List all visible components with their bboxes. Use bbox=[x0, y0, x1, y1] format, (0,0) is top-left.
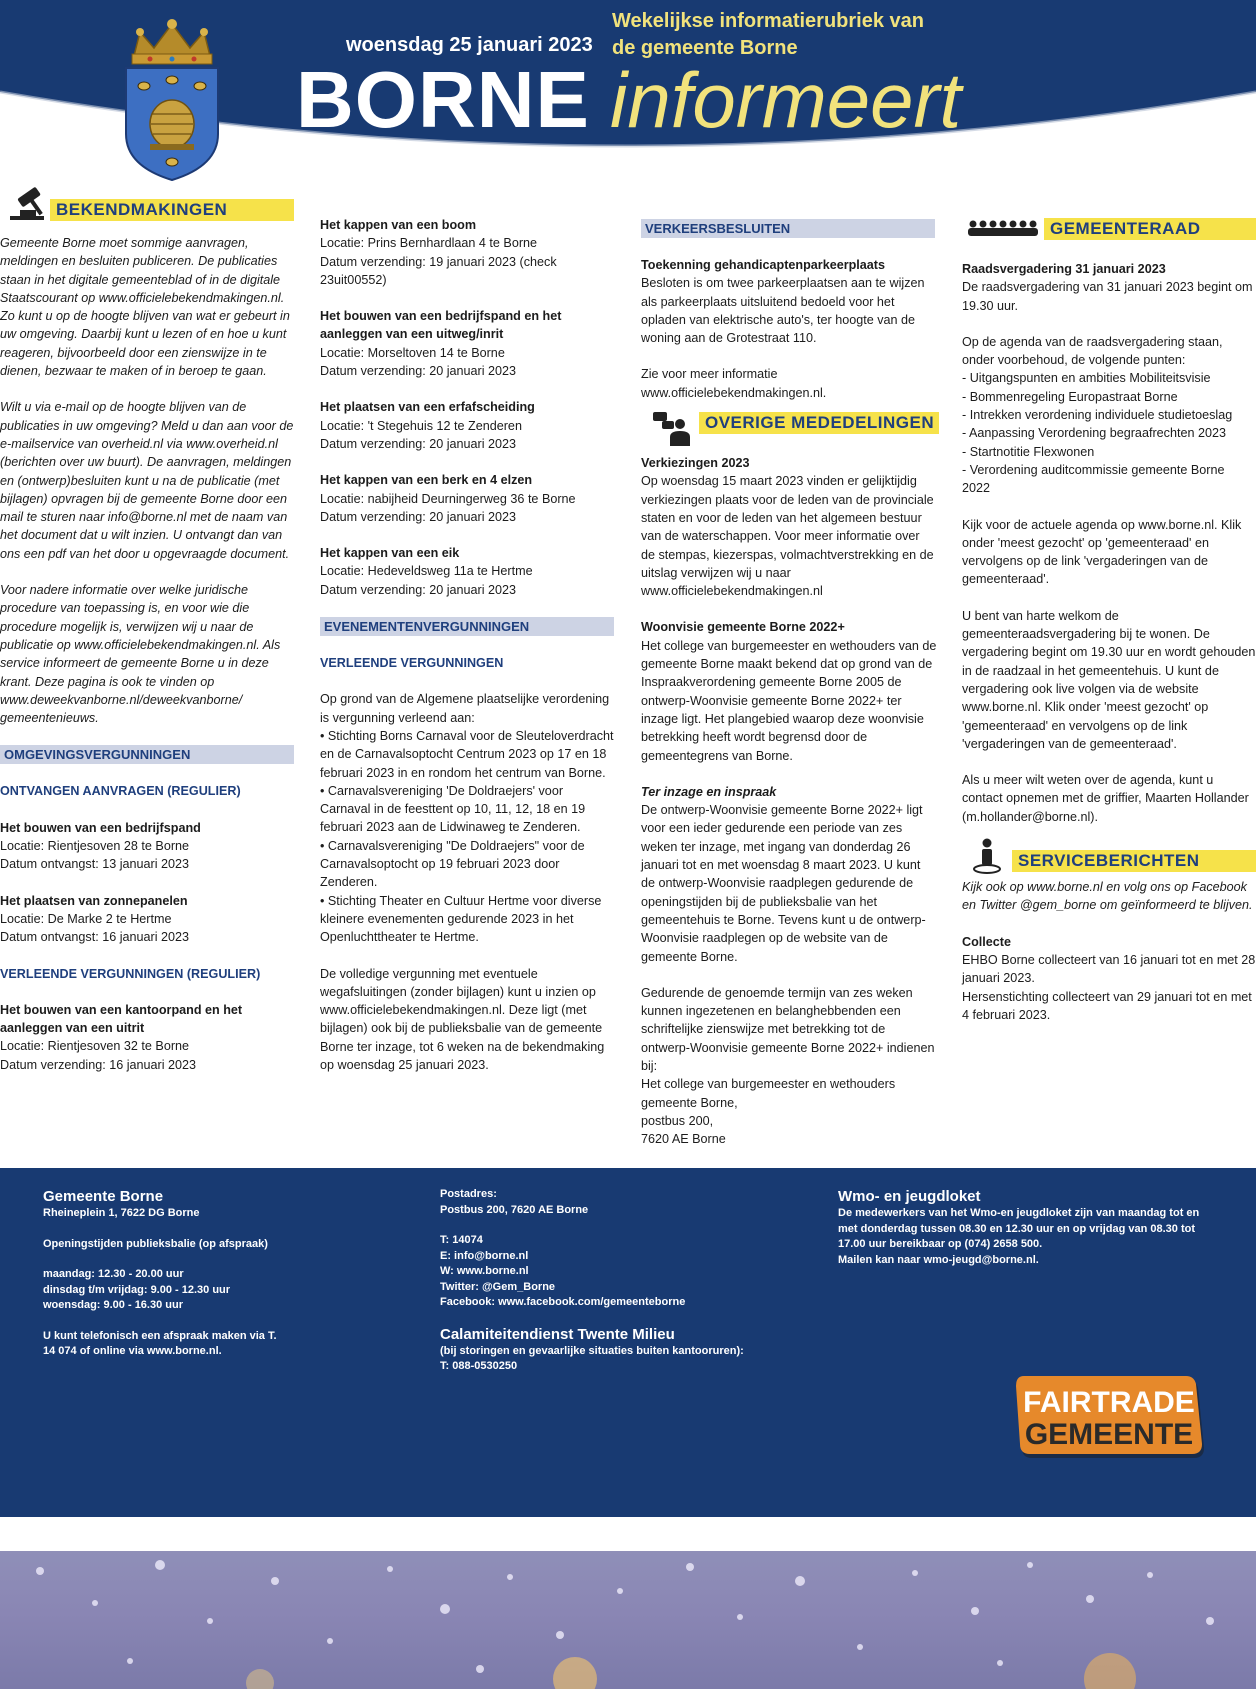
footer-calamity-subtitle: (bij storingen en gevaarlijke situaties buiten kantooruren): bbox=[440, 1344, 744, 1357]
column-1 bbox=[0, 186, 294, 1074]
section-title-bekendmakingen: BEKENDMAKINGEN bbox=[50, 199, 294, 221]
section-title-serviceberichten: SERVICEBERICHTEN bbox=[1012, 850, 1256, 872]
footer-postal-address: Postbus 200, 7620 AE Borne bbox=[440, 1203, 589, 1216]
bekendmakingen-email-info: Wilt u via e-mail op de hoogte blijven van de publicaties in uw omgeving? Meld u dan aan voor de e-mailservice van overheid.nl via www.overheid.nl (berichten over uw buurt). De aanvragen, meldingen en (ontwerp)besluiten kunt u na de publicatie (met bijlagen) opvragen bij de gemeente Borne door een mail te sturen naar info@borne.nl met de naam van het document dat u wilt inzien. U ontvangt dan van ons een pdf van het door u opgevraagde document. bbox=[0, 400, 294, 561]
event-permit-item: • Stichting Borns Carnaval voor de Sleuteloverdracht en de Carnavalsoptocht Centrum 2023 op 17 en 18 februari 2023 in en rondom het centrum van Borne. bbox=[320, 728, 614, 780]
footer-appointment: U kunt telefonisch een afspraak maken via T. 14 074 of online via www.borne.nl. bbox=[43, 1329, 277, 1357]
notice-title: Het kappen van een berk en 4 elzen bbox=[320, 473, 533, 488]
notice-date: Datum verzending: 20 januari 2023 bbox=[320, 436, 517, 451]
notice-date: Datum verzending: 20 januari 2023 bbox=[320, 364, 517, 379]
notice-location: Locatie: De Marke 2 te Hertme bbox=[0, 911, 172, 926]
speaker-person-icon bbox=[653, 410, 691, 451]
notice-date: Datum verzending: 20 januari 2023 bbox=[320, 582, 517, 597]
notice-title: Het kappen van een boom bbox=[320, 218, 477, 232]
council-meeting-body: De raadsvergadering van 31 januari 2023 begint om 19.30 uur. bbox=[962, 280, 1253, 313]
fairtrade-line-1: FAIRTRADE bbox=[1023, 1386, 1195, 1419]
notice-location: Locatie: Rientjesoven 28 te Borne bbox=[0, 839, 190, 854]
subheading-ontvangen-aanvragen: ONTVANGEN AANVRAGEN (REGULIER) bbox=[0, 784, 241, 799]
subheading-verleende-vergunningen: VERLEENDE VERGUNNINGEN bbox=[320, 656, 504, 671]
footer-wmo bbox=[838, 1188, 1218, 1268]
bekendmakingen-intro: Gemeente Borne moet sommige aanvragen, meldingen en besluiten publiceren. De publicaties staan in het digitale gemeenteblad of in de digitale Staatscourant op www.officielebekendmakingen.nl. Zo kunt u op de hoogte blijven van wat er gebeurt in uw omgeving. Daarbij kunt u lezen of en hoe u kunt reageren, bijvoorbeeld door een zienswijze in te dienen, bezwaar te maken of in beroep te gaan. bbox=[0, 236, 290, 379]
announcement-body: Het college van burgemeester en wethouders van de gemeente Borne maakt bekend dat op grond van de Inspraakverordening gemeente Borne 2005 de ontwerp-Woonvisie gemeente Borne 2022+ ter inzage ligt. Het plangebied waarop deze woonvisie betrekking heeft wordt begrensd door de gemeentegrens van Borne. bbox=[641, 638, 937, 763]
agenda-link-info: Kijk voor de actuele agenda op www.borne.nl. Klik onder 'meest gezocht' op 'gemeenteraad' en vervolgens op de link 'vergaderingen van de gemeenteraad'. bbox=[962, 517, 1242, 587]
address-line: 7620 AE Borne bbox=[641, 1132, 726, 1147]
announcement-subtitle: Ter inzage en inspraak bbox=[641, 784, 777, 799]
notice-title: Het kappen van een eik bbox=[320, 546, 460, 561]
notice-date: Datum ontvangst: 16 januari 2023 bbox=[0, 930, 190, 945]
section-title-gemeenteraad: GEMEENTERAAD bbox=[1044, 218, 1256, 240]
council-meeting-title: Raadsvergadering 31 januari 2023 bbox=[962, 262, 1166, 276]
masthead-title-borne: BORNE bbox=[296, 55, 590, 144]
footer-opening-hours: dinsdag t/m vrijdag: 9.00 - 12.30 uur bbox=[43, 1283, 231, 1296]
traffic-decision-title: Toekenning gehandicaptenparkeerplaats bbox=[641, 258, 886, 272]
notice-location: Locatie: nabijheid Deurningerweg 36 te Borne bbox=[320, 491, 576, 506]
footer-phone: T: 14074 bbox=[440, 1234, 483, 1246]
subtitle-line-1: Wekelijkse informatierubriek van bbox=[612, 10, 924, 32]
section-header-overige bbox=[641, 406, 937, 446]
section-title-verkeersbesluiten: VERKEERSBESLUITEN bbox=[641, 219, 935, 238]
agenda-item: - Intrekken verordening individuele studietoeslag bbox=[962, 408, 1233, 423]
notice-location: Locatie: Rientjesoven 32 te Borne bbox=[0, 1039, 190, 1054]
fairtrade-gemeente-badge bbox=[1016, 1374, 1206, 1469]
address-line: gemeente Borne, bbox=[641, 1095, 738, 1110]
agenda-item: - Aanpassing Verordening begraafrechten 2023 bbox=[962, 426, 1226, 441]
column-3 bbox=[641, 219, 937, 1148]
section-title-overige-mededelingen: OVERIGE MEDEDELINGEN bbox=[699, 412, 939, 434]
section-header-gemeenteraad bbox=[960, 212, 1256, 252]
footer-calamity-title: Calamiteitendienst Twente Milieu bbox=[440, 1325, 675, 1343]
footer-postal-title: Postadres: bbox=[440, 1188, 497, 1200]
event-permit-item: • Carnavalsvereniging "De Doldraejers" voor de Carnavalsoptocht op 19 februari 2023 door Zenderen. bbox=[320, 838, 585, 890]
notice-title: Het bouwen van een bedrijfspand bbox=[0, 820, 201, 835]
announcement-title: Woonvisie gemeente Borne 2022+ bbox=[641, 620, 845, 635]
notice-title: Het bouwen van een bedrijfspand en het aanleggen van een uitweg/inrit bbox=[320, 309, 562, 342]
collecte-item: Hersenstichting collecteert van 29 januari tot en met 4 februari 2023. bbox=[962, 989, 1252, 1022]
notice-title: Het plaatsen van zonnepanelen bbox=[0, 893, 188, 908]
masthead bbox=[0, 0, 1256, 175]
footer-calamity-phone: T: 088-0530250 bbox=[440, 1360, 518, 1372]
notice-date: Datum verzending: 20 januari 2023 bbox=[320, 509, 517, 524]
event-permit-item: • Carnavalsvereniging 'De Doldraejers' voor Carnaval in de feesttent op 10, 11, 12, 18 en 19 februari 2023 aan de Lidwinaweg te Zenderen. bbox=[320, 783, 586, 835]
section-title-omgevingsvergunningen: OMGEVINGSVERGUNNINGEN bbox=[0, 745, 294, 764]
subheading-verleende-vergunningen: VERLEENDE VERGUNNINGEN (REGULIER) bbox=[0, 966, 261, 981]
section-header-bekendmakingen bbox=[0, 186, 294, 226]
footer-twitter: Twitter: @Gem_Borne bbox=[440, 1280, 556, 1293]
collecte-item: EHBO Borne collecteert van 16 januari tot en met 28 januari 2023. bbox=[962, 952, 1256, 986]
notice-date: Datum verzending: 19 januari 2023 (check 23uit00552) bbox=[320, 254, 557, 287]
footer-opening-hours: woensdag: 9.00 - 16.30 uur bbox=[43, 1299, 183, 1311]
agenda-item: - Startnotitie Flexwonen bbox=[962, 444, 1095, 459]
column-2 bbox=[320, 216, 616, 1074]
footer-opening-hours: maandag: 12.30 - 20.00 uur bbox=[43, 1268, 184, 1280]
announcement-body: Gedurende de genoemde termijn van zes weken kunnen ingezetenen en belanghebbenden een schriftelijke zienswijze met betrekking tot de ontwerp-Woonvisie gemeente Borne 2022+ indienen bij: bbox=[641, 985, 935, 1073]
footer-email: E: info@borne.nl bbox=[440, 1249, 529, 1262]
notice-location: Locatie: Hedeveldsweg 11a te Hertme bbox=[320, 564, 533, 579]
council-people-icon bbox=[968, 218, 1040, 243]
notice-location: Locatie: 't Stegehuis 12 te Zenderen bbox=[320, 418, 522, 433]
masthead-subtitle bbox=[612, 8, 972, 62]
footer-website: W: www.borne.nl bbox=[440, 1265, 529, 1277]
footer-contact bbox=[440, 1187, 800, 1375]
footer-municipality bbox=[43, 1188, 423, 1360]
service-intro: Kijk ook op www.borne.nl en volg ons op Facebook en Twitter @gem_borne om geïnformeerd te blijven. bbox=[962, 880, 1253, 913]
bokeh-lights bbox=[0, 1551, 1256, 1689]
issue-date: woensdag 25 januari 2023 bbox=[346, 34, 593, 56]
notice-date: Datum verzending: 16 januari 2023 bbox=[0, 1057, 197, 1072]
event-closing-text: De volledige vergunning met eventuele wegafsluitingen (zonder bijlagen) kunt u inzien op www.officielebekendmakingen.nl. Deze ligt (met bijlagen) ook bij de publieksbalie van de gemeente Borne ter inzage, tot 6 weken na de bekendmaking op woensdag 25 januari 2023. bbox=[320, 966, 605, 1072]
footer-address: Rheineplein 1, 7622 DG Borne bbox=[43, 1207, 200, 1219]
footer-wmo-mail: Mailen kan naar wmo-jeugd@borne.nl. bbox=[838, 1253, 1039, 1266]
address-line: postbus 200, bbox=[641, 1113, 714, 1128]
agenda-item: - Uitgangspunten en ambities Mobiliteitsvisie bbox=[962, 371, 1211, 386]
traffic-decision-body: Besloten is om twee parkeerplaatsen aan te wijzen als parkeerplaats uitsluitend bedoeld voor het opladen van elektrische auto's, ter hoogte van de woning aan de Grotestraat 110. bbox=[641, 276, 925, 346]
gavel-icon bbox=[6, 186, 52, 227]
decorative-bokeh-photo bbox=[0, 1551, 1256, 1689]
notice-title: Het bouwen van een kantoorpand en het aanleggen van een uitrit bbox=[0, 1002, 243, 1036]
notice-location: Locatie: Prins Bernhardlaan 4 te Borne bbox=[320, 236, 538, 251]
column-4 bbox=[962, 212, 1256, 1024]
agenda-intro: Op de agenda van de raadsvergadering staan, onder voorbehoud, de volgende punten: bbox=[962, 334, 1223, 368]
footer-municipality-name: Gemeente Borne bbox=[43, 1188, 164, 1205]
section-header-serviceberichten bbox=[960, 838, 1256, 878]
fairtrade-line-2: GEMEENTE bbox=[1024, 1418, 1194, 1451]
notice-location: Locatie: Morseltoven 14 te Borne bbox=[320, 345, 505, 360]
event-permit-item: • Stichting Theater en Cultuur Hertme voor diverse kleinere evenementen gedurende 2023 in het Openluchttheater te Hertme. bbox=[320, 893, 602, 945]
section-title-evenementenvergunningen: EVENEMENTENVERGUNNINGEN bbox=[320, 617, 614, 636]
agenda-item: - Verordening auditcommissie gemeente Borne 2022 bbox=[962, 462, 1225, 496]
person-pin-icon bbox=[972, 838, 1002, 879]
traffic-decision-more-info: Zie voor meer informatie www.officielebekendmakingen.nl. bbox=[641, 367, 827, 400]
announcement-body: De ontwerp-Woonvisie gemeente Borne 2022+ ligt voor een ieder gedurende een periode van zes weken ter inzage, met ingang van donderdag 26 januari tot en met woensdag 8 maart 2023. U kunt de ontwerp-Woonvisie raadplegen gedurende de openingstijden bij de publieksbalie van het gemeentehuis te Borne. Tevens kunt u de ontwerp-Woonvisie raadplegen op de website van de gemeente Borne. bbox=[641, 803, 926, 964]
footer-facebook: Facebook: www.facebook.com/gemeenteborne bbox=[440, 1296, 686, 1308]
agenda-item: - Bommenregeling Europastraat Borne bbox=[962, 389, 1178, 404]
address-line: Het college van burgemeester en wethouders bbox=[641, 1077, 896, 1092]
griffier-contact: Als u meer wilt weten over de agenda, kunt u contact opnemen met de griffier, Maarten Hollander (m.hollander@borne.nl). bbox=[962, 773, 1249, 824]
welcome-text: U bent van harte welkom de gemeenteraadsvergadering bij te wonen. De vergadering begint om 19.30 uur en wordt gehouden in de raadzaal in het gemeentehuis. U kunt de vergadering ook live volgen via de website www.borne.nl. Klik onder 'meest gezocht' op 'gemeenteraad' en vervolgens op de link 'vergaderingen van de gemeenteraad'. bbox=[962, 608, 1256, 751]
event-intro: Op grond van de Algemene plaatselijke verordening is vergunning verleend aan: bbox=[320, 692, 610, 725]
footer-opening-title: Openingstijden publieksbalie (op afspraak) bbox=[43, 1237, 268, 1250]
notice-date: Datum ontvangst: 13 januari 2023 bbox=[0, 857, 190, 872]
footer-wmo-title: Wmo- en jeugdloket bbox=[838, 1188, 981, 1205]
announcement-title: Verkiezingen 2023 bbox=[641, 456, 750, 471]
announcement-body: Op woensdag 15 maart 2023 vinden er gelijktijdig verkiezingen plaats voor de leden van de provinciale staten en voor de leden van het algemeen bestuur van de waterschappen. Voor meer informatie over de stempas, kiezerspas, volmachtverstrekking en de uitslag verwijzen wij u naar www.officielebekendmakingen.nl bbox=[641, 474, 934, 599]
notice-title: Het plaatsen van een erfafscheiding bbox=[320, 400, 535, 415]
subtitle-line-2: de gemeente Borne bbox=[612, 37, 798, 59]
masthead-title-informeert: informeert bbox=[610, 56, 962, 144]
bekendmakingen-procedure-info: Voor nadere informatie over welke juridische procedure van toepassing is, en voor wie die procedure mogelijk is, verwijzen wij u naar de publicatie op www.officielebekendmakingen.nl. Als service informeert de gemeente Borne u in deze krant. Deze pagina is ook te vinden op www.deweekvanborne.nl/deweekvanborne/ gemeentenieuws. bbox=[0, 583, 281, 726]
footer-wmo-body: De medewerkers van het Wmo-en jeugdloket zijn van maandag tot en met donderdag tussen 08.30 en 12.30 uur en op vrijdag van 08.30 tot 17.00 uur bereikbaar op (074) 2658 500. bbox=[838, 1207, 1200, 1250]
collecte-title: Collecte bbox=[962, 934, 1011, 949]
